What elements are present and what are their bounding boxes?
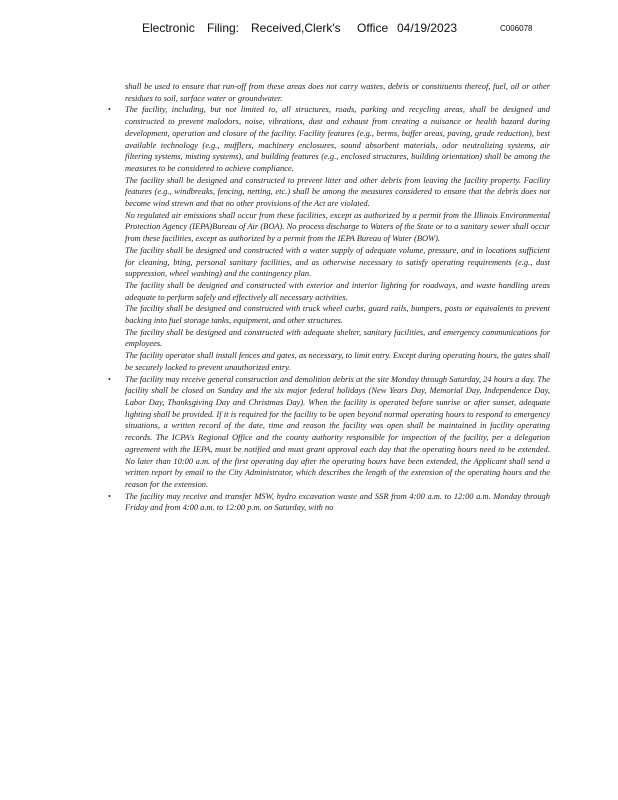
paragraph-runoff-cont: [108, 81, 550, 104]
header-filing: Filing:: [207, 21, 240, 35]
header-office: Office: [357, 21, 389, 35]
paragraph-litter: [108, 175, 550, 210]
paragraph-text: The facility may receive and transfer MSW, hydro excavation waste and SSR from 4:00 a.m. to 12:00 a.m. Monday through Friday and from 4:00 a.m. to 12:00 p.m. on Saturday, with no: [125, 490, 550, 513]
paragraph-text: The facility may receive general construction and demolition debris at the site Monday through Saturday, 24 hours a day. The facility shall be closed on Sunday and the six major federal holidays (New Years Day, Memorial Day, Independence Day, Labor Day, Thanksgiving Day and Christmas Day). When the facility is operated before sunrise or after sunset, adequate lighting shall be provided. If it is required for the facility to be open beyond normal operating hours to respond to emergency situations, a written record of the date, time and reason the facility was open shall be maintained in facility operating records. The ICPA's Regional Office and the county authority responsible for inspection of the facility, per a delegation agreement with the IEPA, must be notified and must grant approval each day that the operating hours need to be extended. No later than 10:00 a.m. of the first operating day after the operating hours have been extended, the Applicant shall send a written report by email to the City Administrator, which describes the length of the extension of the operating hours and the reason for the extension.: [125, 373, 550, 489]
paragraph-text: The facility, including, but not limited to, all structures, roads, parking and recycling areas, shall be designed and constructed to prevent malodors, noise, vibrations, dust and exhaust from creating a nuisance or health hazard during development, operation and closure of the facility. Facility features (e.g., berms, buffer areas, paving, grade reduction), best available technology (e.g., mufflers, machinery enclosures, sound absorbent materials, odor neutralizing systems, air filtering systems, misting systems), and building features (e.g., enclosed structures, building orientation) shall be among the measures to be considered to achieve compliance.: [125, 104, 550, 173]
paragraph-shelter: [108, 327, 550, 350]
paragraph-text: The facility shall be designed and constructed with truck wheel curbs, guard rails, bumpers, posts or equivalents to prevent backing into fuel storage tanks, equipment, and other structures.: [125, 303, 550, 326]
paragraph-msw: [108, 491, 550, 514]
paragraph-facility-design: [108, 104, 550, 174]
header-document-code: C006078: [500, 24, 533, 33]
paragraph-text: The facility shall be designed and constructed with adequate shelter, sanitary facilities, and emergency communications for employees.: [125, 326, 550, 349]
paragraph-curbs: [108, 303, 550, 326]
paragraph-text: shall be used to ensure that run-off from these areas does not carry wastes, debris or constituents thereof, fuel, oil or other residues to soil, surface water or groundwater.: [125, 81, 550, 103]
header-received-clerks: Received,Clerk's: [251, 21, 341, 35]
paragraph-lighting: [108, 280, 550, 303]
header-electronic: Electronic: [142, 21, 195, 35]
bullet-dot-icon: •: [108, 374, 111, 384]
header-filing-date: 04/19/2023: [397, 21, 458, 35]
bullet-dot-icon: •: [108, 105, 111, 115]
paragraph-air: [108, 210, 550, 245]
paragraph-fences: [108, 350, 550, 373]
paragraph-hours: [108, 374, 550, 491]
document-body: [108, 81, 550, 514]
bullet-dot-icon: •: [108, 491, 111, 501]
paragraph-text: The facility operator shall install fences and gates, as necessary, to limit entry. Except during operating hours, the gates shall be securely locked to prevent unauthorized entry.: [125, 350, 550, 372]
paragraph-text: The facility shall be designed and constructed with a water supply of adequate volume, pressure, and in locations sufficient for cleaning, bting, personal sanitary facilities, and as otherwise necessary to satisfy operating requirements (e.g., dust suppression, wheel washing) and the contingency plan.: [125, 244, 550, 279]
paragraph-text: The facility shall be designed and constructed to prevent litter and other debris from leaving the facility property. Facility features (e.g., windbreaks, fencing, netting, etc.) shall be among the measures considered to ensure that the debris does not become wind strewn and that no other provisions of the Act are violated.: [125, 174, 550, 209]
filing-stamp-header: [0, 21, 618, 37]
paragraph-water: [108, 245, 550, 280]
paragraph-text: The facility shall be designed and constructed with exterior and interior lighting for roadways, and waste handling areas adequate to perform safely and effectively all necessary activities.: [125, 279, 550, 302]
paragraph-text: No regulated air emissions shall occur from these facilities, except as authorized by a permit from the Illinois Environmental Protection Agency (IEPA)Bureau of Air (BOA). No process discharge to Waters of the State or to a sanitary sewer shall occur from these facilities, except as authorized by a permit from the IEPA Bureau of Water (BOW).: [125, 209, 550, 244]
